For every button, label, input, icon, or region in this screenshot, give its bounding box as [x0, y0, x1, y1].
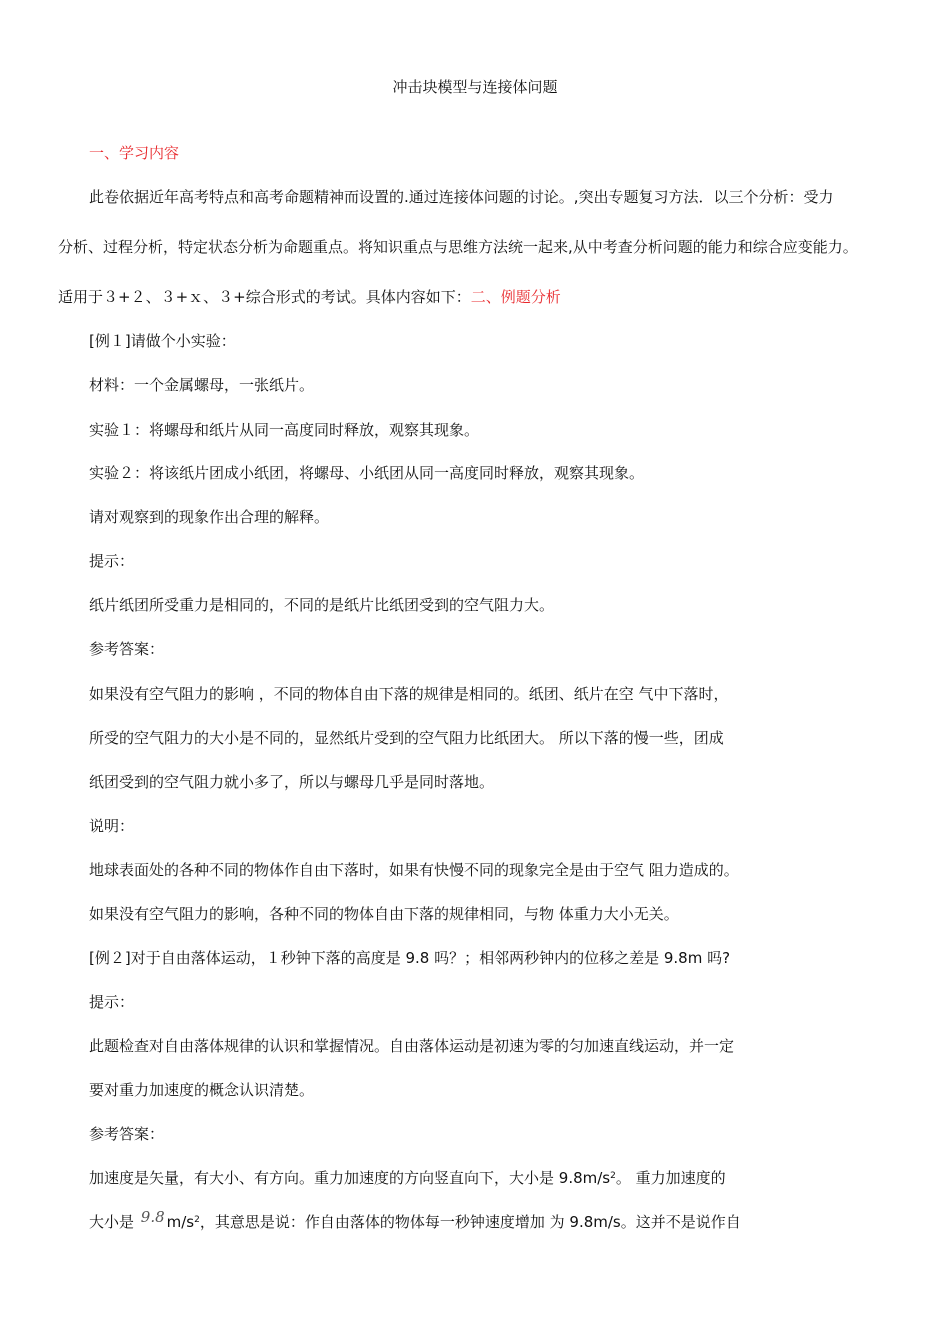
example1-answer-line: 所受的空气阻力的大小是不同的，显然纸片受到的空气阻力比纸团大。 所以下落的慢一些，团成	[89, 729, 724, 747]
example1-note-line: 地球表面处的各种不同的物体作自由下落时，如果有快慢不同的现象完全是由于空气 阻力造成的。	[89, 861, 739, 879]
intro-paragraph-line: 分析、过程分析，特定状态分析为命题重点。将知识重点与思维方法统一起来,从中考查分析问题的能力和综合应变能力。	[58, 238, 858, 256]
example1-answer-line: 如果没有空气阻力的影响 ，不同的物体自由下落的规律是相同的。纸团、纸片在空 气中下落时，	[89, 685, 729, 703]
example1-question: 请对观察到的现象作出合理的解释。	[89, 508, 330, 526]
example1-materials: 材料：一个金属螺母，一张纸片。	[89, 376, 315, 394]
formula-image: 9.8	[140, 1208, 165, 1226]
answer-text: ，其意思是说：作自由落体的物体每一秒钟速度增加 为 9.8m/s。这并不是说作自	[199, 1213, 741, 1231]
example1-note-line: 如果没有空气阻力的影响，各种不同的物体自由下落的规律相同，与物 体重力大小无关。	[89, 905, 679, 923]
example2-answer-line	[89, 1208, 741, 1232]
answer-text: m/s	[166, 1213, 195, 1231]
document-title: 冲击块模型与连接体问题	[392, 78, 558, 96]
answer-text: 加速度是矢量，有大小、有方向。重力加速度的方向竖直向下，大小是 9.8m/s	[89, 1169, 611, 1187]
example2-answer-line	[89, 1168, 726, 1188]
answer-text: 大小是	[89, 1213, 139, 1231]
superscript: 2	[194, 1215, 200, 1225]
example1-note-label: 说明：	[89, 817, 135, 835]
section-heading-learning-content: 一、学习内容	[89, 144, 180, 162]
example2-hint-line: 此题检查对自由落体规律的认识和掌握情况。自由落体运动是初速为零的匀加速直线运动，并一定	[89, 1037, 735, 1055]
example1-answer-label: 参考答案：	[89, 640, 165, 658]
section-heading-example-analysis: 二、例题分析	[470, 288, 561, 306]
example2-hint-line: 要对重力加速度的概念认识清楚。	[89, 1081, 315, 1099]
superscript: 2	[610, 1171, 616, 1181]
example2-answer-label: 参考答案：	[89, 1125, 165, 1143]
example2-hint-label: 提示：	[89, 993, 135, 1011]
example2-title: [例２]对于自由落体运动，１秒钟下落的高度是 9.8 吗？；相邻两秒钟内的位移之差是 9.8m 吗?	[89, 949, 731, 967]
example1-hint-text: 纸片纸团所受重力是相同的，不同的是纸片比纸团受到的空气阻力大。	[89, 596, 555, 614]
intro-paragraph-line	[58, 287, 561, 307]
example1-title: [例１]请做个小实验：	[89, 332, 236, 350]
example1-hint-label: 提示：	[89, 552, 135, 570]
intro-text: 适用于３+２、３+ｘ、３+综合形式的考试。具体内容如下：	[58, 288, 471, 306]
example1-experiment2: 实验２：将该纸片团成小纸团，将螺母、小纸团从同一高度同时释放，观察其现象。	[89, 464, 645, 482]
answer-text: 。 重力加速度的	[615, 1169, 726, 1187]
example1-experiment1: 实验１：将螺母和纸片从同一高度同时释放，观察其现象。	[89, 421, 480, 439]
intro-paragraph-line: 此卷依据近年高考特点和高考命题精神而设置的.通过连接体问题的讨论。,突出专题复习方法．以三个分析：受力	[89, 188, 834, 206]
example1-answer-line: 纸团受到的空气阻力就小多了，所以与螺母几乎是同时落地。	[89, 773, 495, 791]
